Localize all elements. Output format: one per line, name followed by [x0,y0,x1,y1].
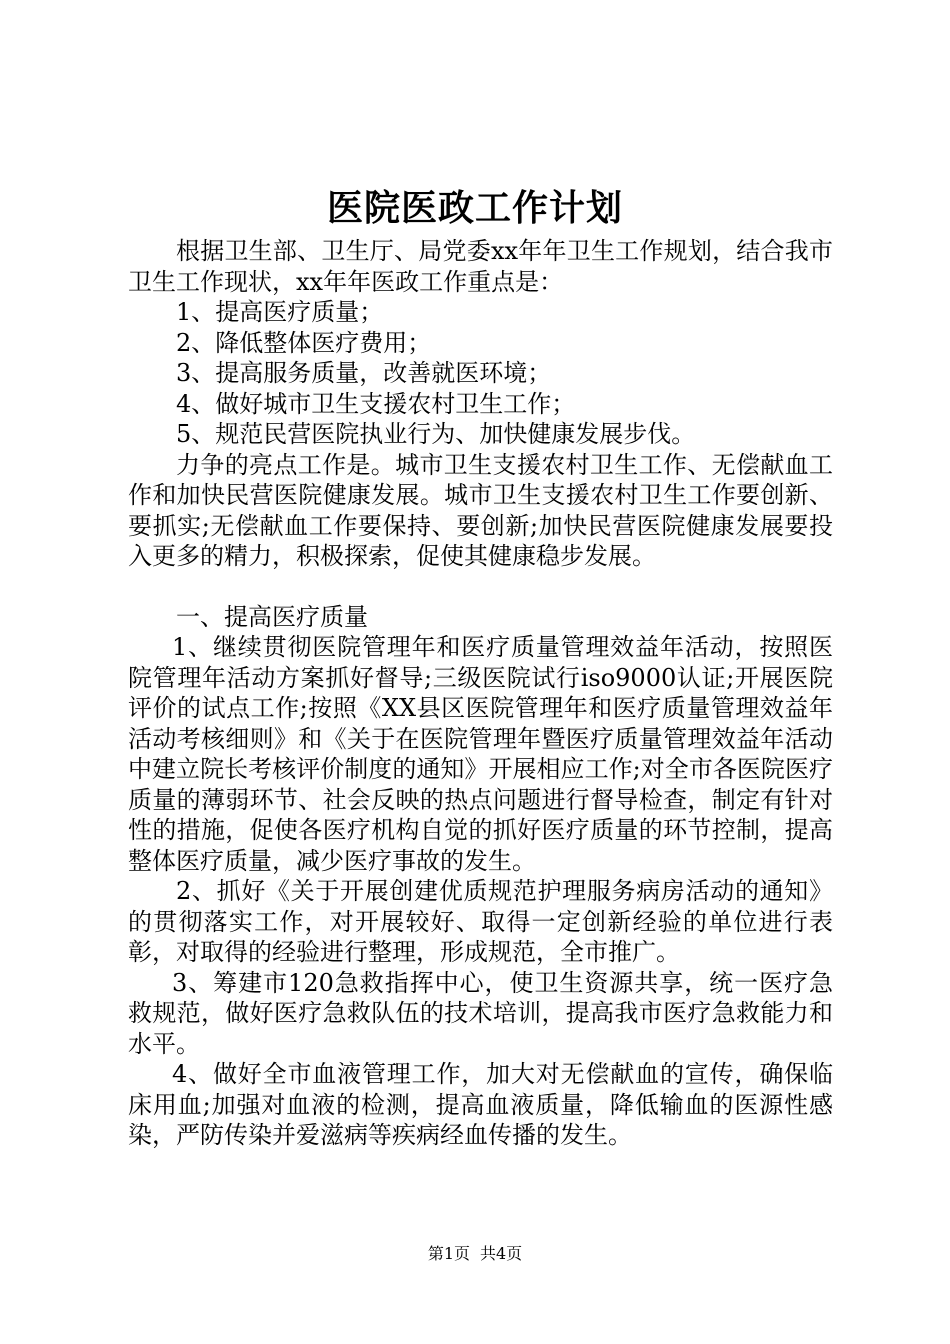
key-point-item: 1、提高医疗质量； [176,298,384,326]
page-footer [0,1244,950,1264]
highlights-paragraph: 力争的亮点工作是。城市卫生支援农村卫生工作、无偿献血工作和加快民营医院健康发展。城市卫生支援农村卫生工作要创新、要抓实;无偿献血工作要保持、要创新;加快民营医院健康发展要投入更多的精力，积极探索，促使其健康稳步发展。 [128,450,833,570]
section-item: 3、筹建市120急救指挥中心，使卫生资源共享，统一医疗急救规范，做好医疗急救队伍的技术培训，提高我市医疗急救能力和水平。 [128,968,833,1058]
section-item: 2、抓好《关于开展创建优质规范护理服务病房活动的通知》的贯彻落实工作，对开展较好、取得一定创新经验的单位进行表彰，对取得的经验进行整理，形成规范，全市推广。 [128,877,833,966]
page-number: 第1页 [427,1244,470,1263]
section-item: 1、继续贯彻医院管理年和医疗质量管理效益年活动，按照医院管理年活动方案抓好督导;三级医院试行iso9000认证;开展医院评价的试点工作;按照《XX县区医院管理年和医疗质量管理效益年活动考核细则》和《关于在医院管理年暨医疗质量管理效益年活动中建立院长考核评价制度的通知》开展相应工作;对全市各医院医疗质量的薄弱环节、社会反映的热点问题进行督导检查，制定有针对性的措施，促使各医疗机构自觉的抓好医疗质量的环节控制，提高整体医疗质量，减少医疗事故的发生。 [128,633,833,875]
key-point-item: 2、降低整体医疗费用； [176,328,432,357]
page-total: 共4页 [480,1244,523,1263]
key-point-item: 5、规范民营医院执业行为、加快健康发展步伐。 [176,420,696,448]
section-item: 4、做好全市血液管理工作，加大对无偿献血的宣传，确保临床用血;加强对血液的检测，提高血液质量，降低输血的医源性感染，严防传染并爱滋病等疾病经血传播的发生。 [128,1060,833,1149]
key-point-item: 4、做好城市卫生支援农村卫生工作； [176,389,576,418]
paragraph-spacer [128,572,833,602]
section-heading: 一、提高医疗质量 [176,602,368,631]
document-body [128,236,833,1151]
key-point-item: 3、提高服务质量，改善就医环境； [176,359,552,387]
document-title: 医院医政工作计划 [326,187,623,229]
intro-paragraph: 根据卫生部、卫生厅、局党委xx年年卫生工作规划，结合我市卫生工作现状，xx年年医政工作重点是： [128,237,833,296]
